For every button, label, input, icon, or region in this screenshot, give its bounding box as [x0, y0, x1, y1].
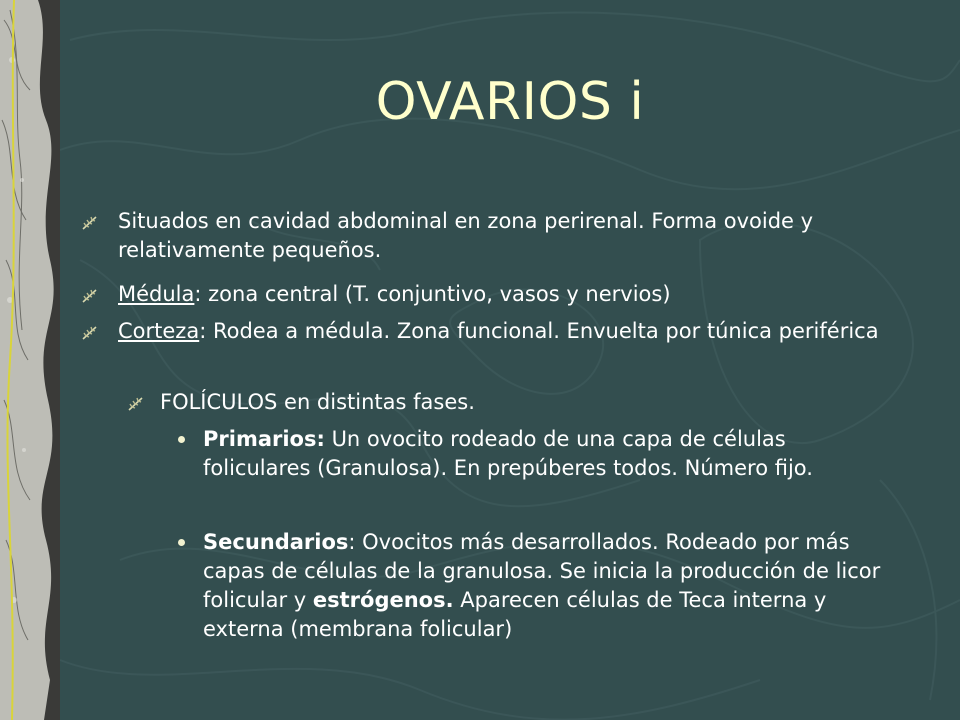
bullet-medulla	[118, 280, 888, 309]
follicle-text: : Ovocitos más desarrollados. Rodeado por más capas de células de la granulosa. Se inicia la producción de licor folicular y	[203, 530, 881, 612]
follicle-text: Un ovocito rodeado de una capa de células foliculares (Granulosa). En prepúberes todos. Número fijo.	[203, 427, 813, 480]
fern-leaf-icon	[81, 215, 99, 231]
follicle-primary	[203, 425, 893, 483]
bullet-text: : Rodea a médula. Zona funcional. Envuelta por túnica periférica	[199, 319, 879, 343]
follicle-secondary	[203, 528, 893, 644]
bullet-location	[118, 207, 888, 265]
subheading-text: FOLÍCULOS en distintas fases.	[160, 390, 475, 414]
term-secondary: Secundarios	[203, 530, 349, 554]
term-estrogens: estrógenos.	[312, 588, 454, 612]
round-dot-icon	[178, 539, 185, 546]
term-cortex: Corteza	[118, 319, 200, 343]
bullet-text: : zona central (T. conjuntivo, vasos y nervios)	[194, 282, 671, 306]
slide-title: OVARIOS i	[375, 72, 645, 132]
bullet-cortex	[118, 317, 888, 346]
round-dot-icon	[178, 436, 185, 443]
term-medulla: Médula	[118, 282, 195, 306]
subheading-follicles	[160, 388, 880, 417]
bullet-text: Situados en cavidad abdominal en zona perirenal. Forma ovoide y relativamente pequeños.	[118, 209, 814, 262]
fern-leaf-icon	[81, 288, 99, 304]
fern-leaf-icon	[127, 396, 145, 412]
fern-leaf-icon	[81, 325, 99, 341]
follicle-text: Aparecen células de Teca interna y externa (membrana folicular)	[203, 588, 827, 641]
term-primary: Primarios:	[203, 427, 325, 451]
